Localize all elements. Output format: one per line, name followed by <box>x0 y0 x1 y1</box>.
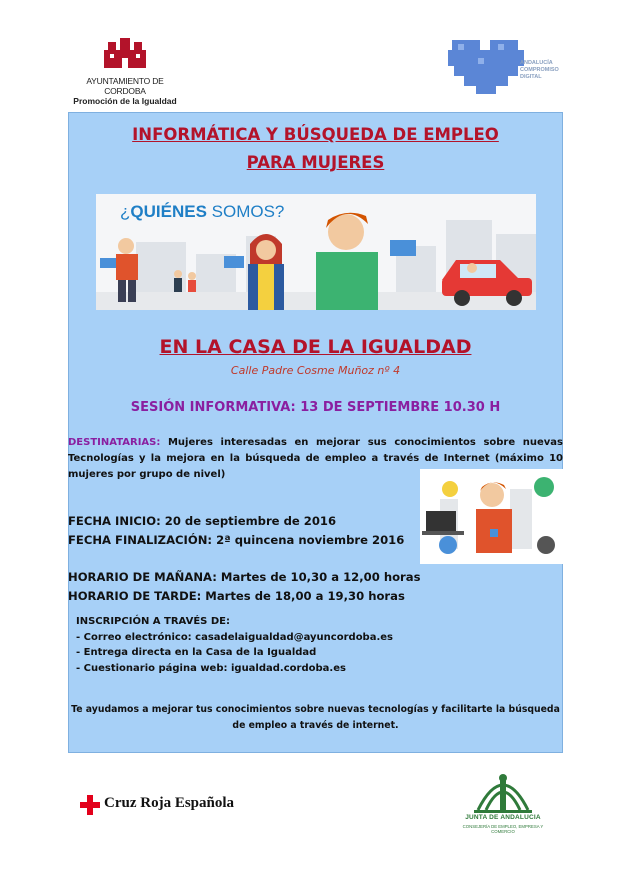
registration-heading: INSCRIPCIÓN A TRAVÉS DE: <box>76 616 230 627</box>
cruz-roja-text: Cruz Roja Española <box>104 795 235 811</box>
poster-title: INFORMÁTICA Y BÚSQUEDA DE EMPLEO PARA MUJERES <box>132 125 499 172</box>
red-cross-icon <box>80 795 100 815</box>
ayuntamiento-cordoba-logo <box>66 36 184 106</box>
venue-heading: EN LA CASA DE LA IGUALDAD <box>159 336 472 358</box>
venue-address: Calle Padre Cosme Muñoz nº 4 <box>230 364 401 377</box>
pixel-heart-icon <box>448 36 528 98</box>
closing-message: Te ayudamos a mejorar tus conocimientos sobre nuevas tecnologías y facilitarte la búsqueda de empleo a través de internet. <box>71 704 560 731</box>
registration-in-person: - Entrega directa en la Casa de la Igualdad <box>76 647 317 658</box>
start-date: FECHA INICIO: 20 de septiembre de 2016 <box>68 514 337 528</box>
junta-andalucia-logo <box>452 770 554 832</box>
afternoon-schedule: HORARIO DE TARDE: Martes de 18,00 a 19,30 horas <box>68 589 405 603</box>
registration-website: - Cuestionario página web: igualdad.cordoba.es <box>76 662 346 674</box>
junta-text: JUNTA DE ANDALUCIA <box>465 814 541 821</box>
cruz-roja-logo <box>80 793 240 817</box>
logo-subtitle: Promoción de la Igualdad <box>73 96 177 106</box>
registration-block <box>76 614 393 676</box>
quienes-somos-banner <box>96 194 536 310</box>
andalucia-logo-text: ANDALUCÍA COMPROMISO DIGITAL <box>520 60 559 80</box>
andalucia-compromiso-digital-logo <box>448 36 568 98</box>
recipients-label: DESTINATARIAS: <box>68 437 161 448</box>
junta-emblem-icon <box>468 770 538 814</box>
junta-subtext: CONSEJERÍA DE EMPLEO, EMPRESA Y COMERCIO <box>462 824 544 834</box>
castle-crest-icon <box>100 36 150 70</box>
info-session: SESIÓN INFORMATIVA: 13 DE SEPTIEMBRE 10.30 H <box>130 400 501 415</box>
banner-heading: ¿QUIÉNES SOMOS? <box>120 202 285 221</box>
recipients-text: Mujeres interesadas en mejorar sus conocimientos sobre nuevas Tecnologías y la mejora en la búsqueda de empleo a través de Internet (máximo 10 mujeres por grupo de nivel) <box>68 437 563 480</box>
end-date: FECHA FINALIZACIÓN: 2ª quincena noviembre 2016 <box>68 533 405 547</box>
man-laptop-icon <box>420 469 563 564</box>
registration-email: - Correo electrónico: casadelaigualdad@ayuncordoba.es <box>76 631 393 643</box>
logo-name: AYUNTAMIENTO DE CORDOBA <box>86 76 164 96</box>
morning-schedule: HORARIO DE MAÑANA: Martes de 10,30 a 12,00 horas <box>68 570 421 584</box>
computer-user-illustration <box>420 469 563 564</box>
